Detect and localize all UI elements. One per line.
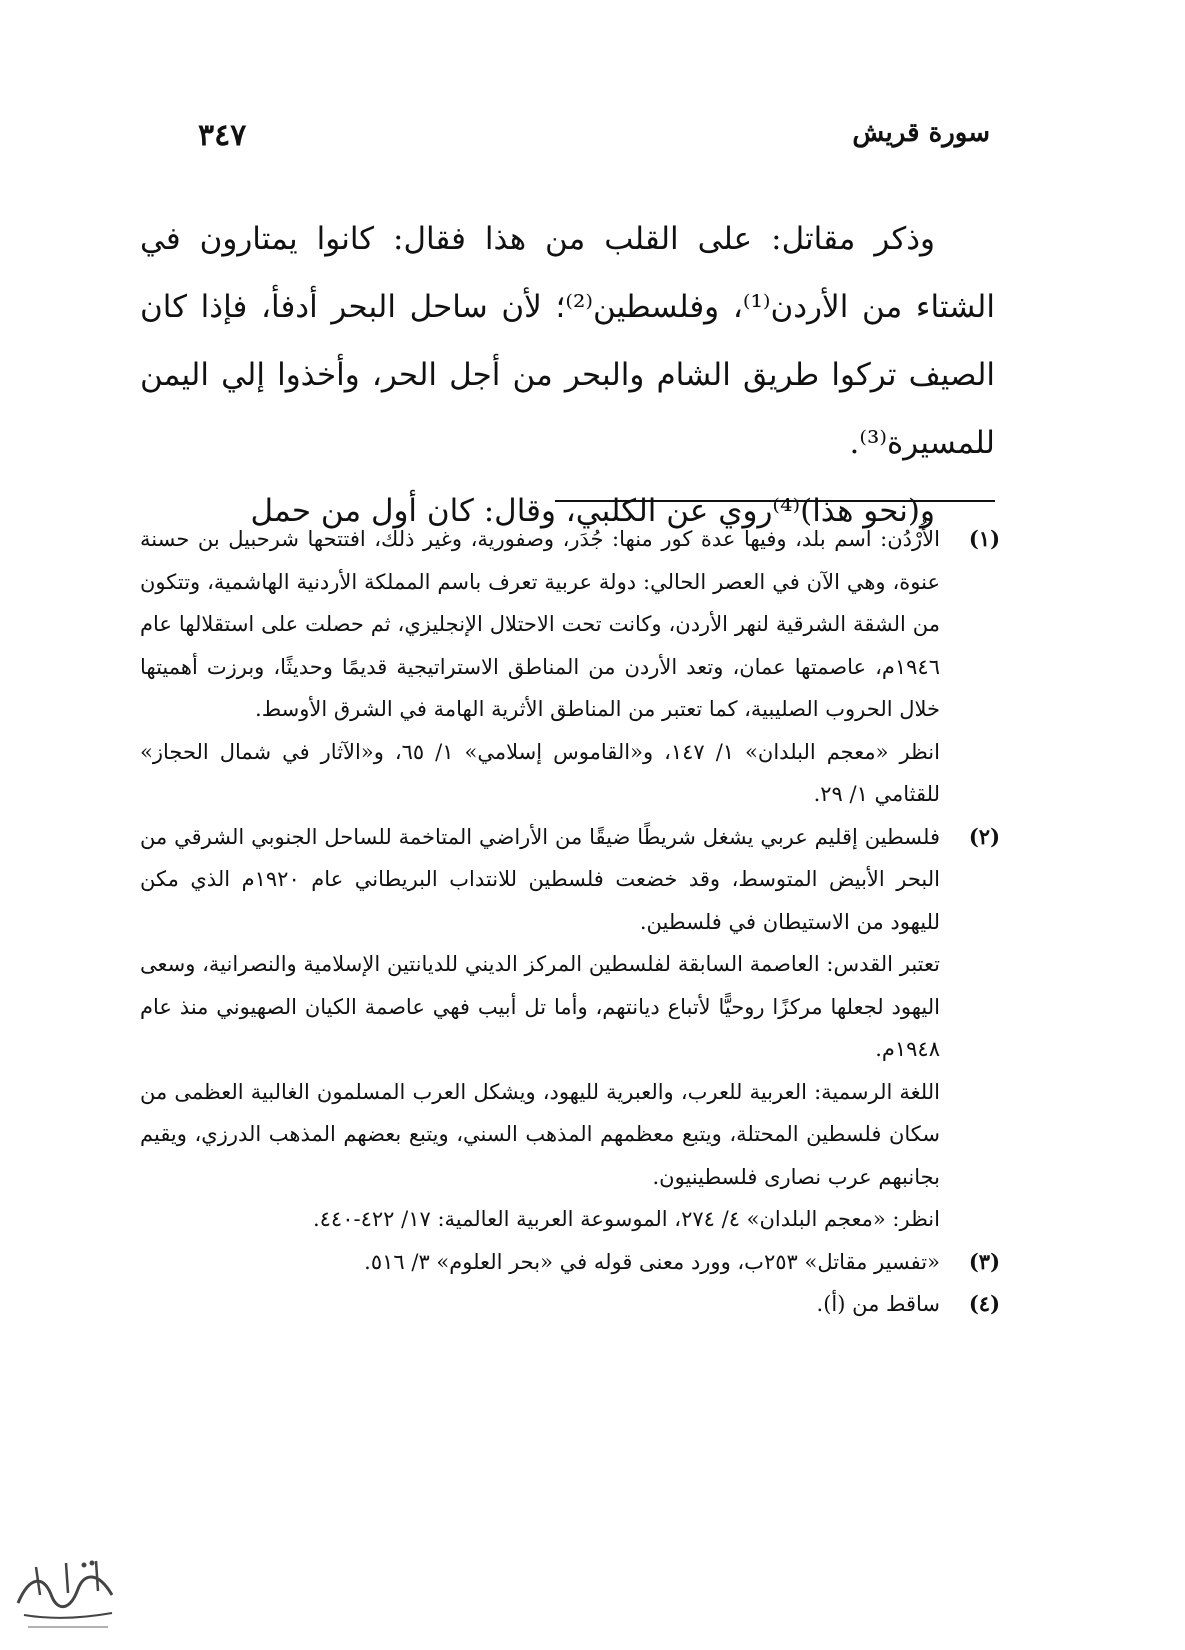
footnote-3 <box>140 1241 1000 1284</box>
page-header <box>190 118 990 168</box>
footnote-2 <box>140 816 1000 1241</box>
footnote-separator <box>555 500 995 502</box>
main-text <box>140 205 995 545</box>
footnote-paragraph: اللغة الرسمية: العربية للعرب، والعبرية لليهود، ويشكل العرب المسلمون الغالبية العظمى من سكان فلسطين المحتلة، ويتبع معظمهم المذهب السني، ويتبع بعضهم المذهب الدرزي، ويقيم بجانبهم عرب نصارى فلسطينيون. <box>140 1079 940 1189</box>
footnote-body <box>140 518 940 816</box>
footnote-paragraph: «تفسير مقاتل» ٢٥٣ب، وورد معنى قوله في «بحر العلوم» ٣/ ٥١٦. <box>364 1249 940 1274</box>
footnote-number: (٤) <box>968 1291 1000 1316</box>
footnote-4 <box>140 1283 1000 1326</box>
main-paragraph: و(نحو هذا)⁽⁴⁾روي عن الكلبي، وقال: كان أول من حمل <box>250 493 935 529</box>
main-paragraph: وذكر مقاتل: على القلب من هذا فقال: كانوا يمتارون في الشتاء من الأردن⁽¹⁾، وفلسطين⁽²⁾؛ لأن ساحل البحر أدفأ، فإذا كان الصيف تركوا طريق الشام والبحر من أجل الحر، وأخذوا إلي اليمن للمسيرة⁽³⁾. <box>140 221 995 461</box>
footnote-paragraph: انظر: «معجم البلدان» ٤/ ٢٧٤، الموسوعة العربية العالمية: ١٧/ ٤٢٢-٤٤٠. <box>312 1207 940 1231</box>
footnote-paragraph: الأُرْدُن: اسم بلد، وفيها عدة كور منها: جُدَر، وصفورية، وغير ذلك، افتتحها شرحبيل بن حسنة عنوة، وهي الآن في العصر الحالي: دولة عربية تعرف باسم المملكة الأردنية الهاشمية، وتتكون من الشقة الشرقية لنهر الأردن، وكانت تحت الاحتلال الإنجليزي، ثم حصلت على استقلالها عام ١٩٤٦م، عاصمتها عمان، وتعد الأردن من المناطق الاستراتيجية قديمًا وحديثًا، وبرزت أهميتها خلال الحروب الصليبية، كما تعتبر من المناطق الأثرية الهامة في الشرق الأوسط. <box>140 527 940 721</box>
footnote-number: (٢) <box>968 823 1000 849</box>
footnote-paragraph: فلسطين إقليم عربي يشغل شريطًا ضيقًا من الأراضي المتاخمة للساحل الجنوبي الشرقي من البحر الأبيض المتوسط، وقد خضعت فلسطين للانتداب البريطاني عام ١٩٢٠م الذي مكن لليهود من الاستيطان في فلسطين. <box>140 824 940 934</box>
footnote-paragraph: تعتبر القدس: العاصمة السابقة لفلسطين المركز الديني للديانتين الإسلامية والنصرانية، وسعى اليهود لجعلها مركزًا روحيًّا لأتباع ديانتهم، وأما تل أبيب فهي عاصمة الكيان الصهيوني منذ عام ١٩٤٨م. <box>140 952 940 1061</box>
watermark-logo <box>8 1545 128 1635</box>
footnotes <box>140 518 1000 1326</box>
footnote-number: (١) <box>968 526 1000 551</box>
page-number: ٣٤٧ <box>198 118 247 153</box>
footnote-number: (٣) <box>968 1248 1000 1274</box>
footnote-body <box>140 1283 940 1326</box>
footnote-paragraph: انظر «معجم البلدان» ١/ ١٤٧، و«القاموس إسلامي» ١/ ٦٥، و«الآثار في شمال الحجاز» للقثامي ١/ ٢٩. <box>140 739 940 806</box>
footnote-paragraph: ساقط من (أ). <box>816 1292 940 1316</box>
footnote-body <box>140 816 940 1241</box>
footnote-1 <box>140 518 1000 816</box>
surah-title: سورة قريش <box>852 118 990 148</box>
footnote-body <box>140 1241 940 1284</box>
